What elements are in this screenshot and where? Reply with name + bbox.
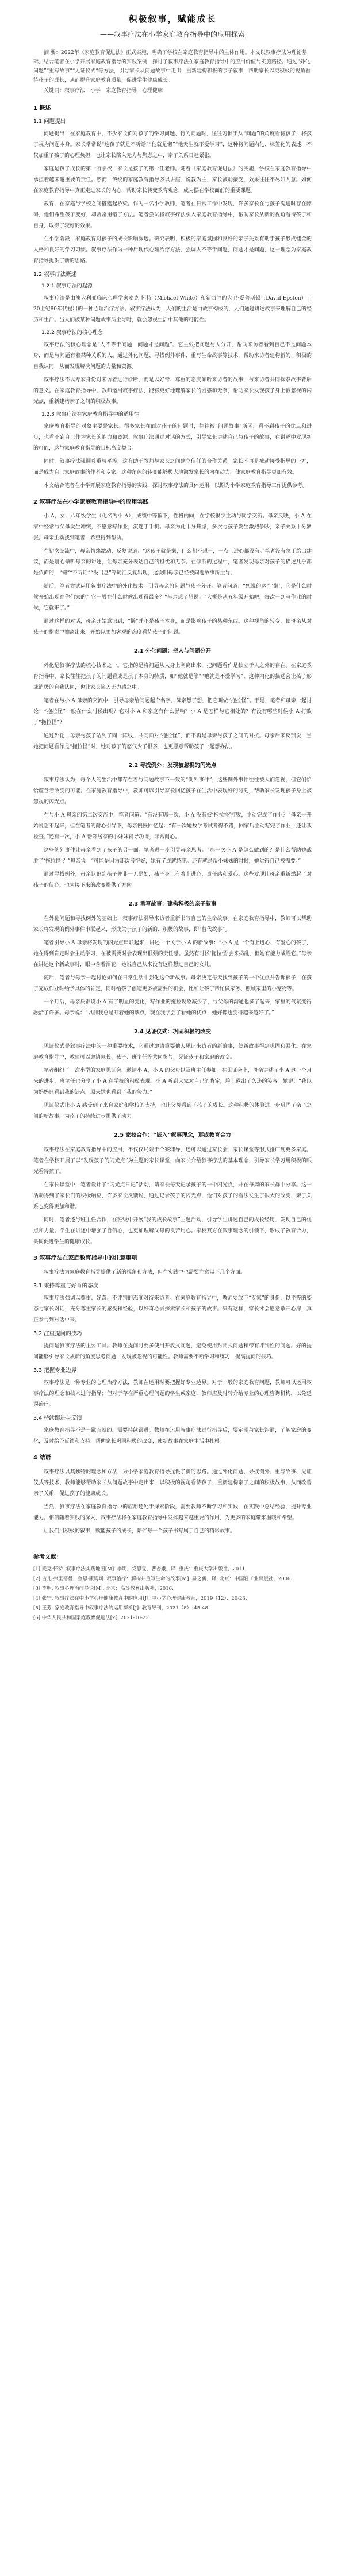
subheading: 2.2 寻找例外：发现被忽视的闪光点	[128, 762, 217, 769]
paragraph: 让我们用积极的叙事，赋能孩子的成长，陪伴每一个孩子书写属于自己的精彩故事。	[44, 1528, 236, 1534]
section-heading: 1 概述	[33, 105, 51, 112]
section-s4	[33, 1453, 312, 1537]
paragraph: 笔者组织了一次小型的家庭见证会，邀请小 A、小 A 的父母以及班主任参加。在见证会上，母亲讲述了小 A 这一个月来的进步，班主任也分享了小 A 在学校的积极表现。小 A 听到大家对自己的肯定，脸上露出了久违的笑容。她说：“我以为妈妈只看到我的缺点，原来她也看到了我的努力。”	[33, 1068, 312, 1095]
paragraph: 随后，笔者尝试运用叙事疗法中的外化技术，引导母亲将问题与孩子分开。笔者问道：“您说的这个‘懒’，它是什么时候开始出现在你们家的？它一般在什么时候出现得最多？”母亲想了想说：“大概是从五年级开始吧，每次一到写作业的时候，它就来了。”	[33, 584, 312, 611]
paper-subtitle: ——叙事疗法在小学家庭教育指导中的应用探索	[99, 30, 245, 39]
body-sections	[33, 103, 312, 1537]
subheading: 1.2.2 叙事疗法的核心理念	[41, 330, 103, 336]
paragraph: 通过这样的对话，母亲开始意识到，“懒”并不是孩子本身，而是影响孩子的某种东西。这种视角的转变，使母亲从对孩子的指责中抽离出来，开始以更加客观的态度看待孩子的问题。	[33, 619, 312, 635]
paragraph: 通过外化，母亲与孩子站到了同一阵线，共同面对“拖拉怪”，而不再是母亲与孩子之间的对抗。母亲后来反馈说，当她把问题看作是“拖拉怪”时，她对孩子的怒气少了很多，也更愿意帮助孩子一起想办法。	[33, 733, 312, 750]
paragraph: 笔者引导小 A 母亲将发现的闪光点串联起来，讲述一个关于小 A 的新故事：“小 A 是一个有上进心、有爱心的孩子，她在得到肯定时会主动学习，在被需要时会表现出很强的责任感。虽然有时候‘拖拉怪’会来捣乱，但她有能力战胜它。”母亲在讲述这个新故事时，眼中含着泪花，她说自己从来没有这样想过自己的女儿。	[33, 940, 312, 968]
paragraph: 叙事疗法以其独特的理念和方法，为小学家庭教育指导提供了新的思路。通过外化问题、寻找例外、重写故事、见证仪式等技术，教师能够帮助家长从问题故事中走出来，以积极的视角看待孩子，重新建构亲子之间的积极故事，从而改善亲子关系，促进孩子的健康成长。	[33, 1469, 312, 1497]
title-block	[33, 13, 312, 39]
paragraph: 叙事疗法是一种专业的心理治疗方法，教师在运用时要把握好专业边界。对于一般的家庭教育问题，教师可以运用叙事疗法的理念和技术进行指导；但对于存在严重心理问题的学生或家庭，教师应及时转介给专业的心理咨询机构，以免延误治疗。	[33, 1380, 312, 1408]
subheading: 1.1 问题提出	[33, 118, 66, 125]
paragraph: 同时，叙事疗法强调尊重与平等，这有助于教师与家长之间建立信任的合作关系。家长不再是被动接受指导的一方，而是成为自己家庭故事的作者和专家，这种角色的转变能够极大地激发家长的内在动力，使家庭教育指导更加有效。	[33, 459, 312, 476]
paragraph: 提问是叙事疗法的主要工具。教师在提问时要多使用开放式问题，避免使用封闭式问题和带有评判性的问题。好的提问能够引导家长从新的角度思考问题，发现被忽视的可能性。教师需要不断学习和练习，提高提问的技巧。	[33, 1343, 312, 1360]
subheading: 1.2 叙事疗法概述	[33, 271, 77, 278]
paragraph: 家庭教育指导不是一蹴而就的，需要持续跟进。教师在运用叙事疗法进行指导后，要定期与家长沟通，了解家庭的变化，及时给予反馈和支持，帮助家长巩固积极的改变，使新故事在家庭生活中扎根。	[33, 1428, 312, 1444]
paragraph: 在与小 A 母亲的第二次交流中，笔者问道：“有没有哪一次，小 A 没有被‘拖拉怪’打败，主动完成了作业？”母亲一开始说想不起来，但在笔者的耐心引导下，母亲慢慢回忆起：“有一次她数学考试考得不错，回家后主动写完了作业，还让我检查。”还有一次，小 A 帮邻居家的小妹妹辅导功课，非常耐心。	[33, 812, 312, 840]
paragraph: 见证仪式是叙事疗法中的一种重要技术，它通过邀请重要他人见证来访者的新故事，使新故事得到巩固和强化。在家庭教育指导中，教师可以邀请家长、孩子、班主任等共同参与，见证孩子和家庭的改变。	[33, 1044, 312, 1060]
paragraph: 叙事疗法在家庭教育指导中的应用，不仅仅局限于个案辅导，还可以通过家长会、家长课堂等形式推广到更多家庭。笔者在学校开展了以“发现孩子的闪光点”为主题的家长课堂，向家长介绍叙事疗法的基本理念，引导家长学习用积极的眼光看待孩子。	[33, 1147, 312, 1175]
section-s1	[33, 103, 312, 492]
paragraph: 叙事疗法不以专家身份对来访者进行诊断，而是以好奇、尊重的态度倾听来访者的故事，与来访者共同探索故事背后的意义。在家庭教育指导中，教师运用叙事疗法，能够更好地理解家长的困惑和无奈，帮助家长发现孩子身上被忽视的闪光点，重新建构亲子之间的积极故事。	[33, 377, 312, 405]
paragraph: 叙事疗法强调以尊重、好奇、不评判的态度对待来访者。在家庭教育指导中，教师要放下“专家”的身份，以平等的姿态与家长对话，充分尊重家长的感受和经验，以好奇心去探索家长和孩子的故事。只有这样，家长才会愿意敞开心扉，真正参与到对话中来。	[33, 1295, 312, 1323]
reference-item: [3] 李明. 叙事心理治疗导论[M]. 北京：高等教育出版社，2016.	[33, 1586, 174, 1592]
subheading: 3.4 持续跟进与反馈	[33, 1415, 82, 1421]
paragraph: 叙事疗法的核心理念是“人不等于问题，问题才是问题”。它主张把问题与人分开，帮助来访者看到自己不是问题本身，而是与问题有着某种关系的人。通过外化问题、寻找例外事件、重写生命故事等技术，帮助来访者建构新的、积极的自我认同，从而发现解决问题的力量和资源。	[33, 342, 312, 370]
section-heading: 2 叙事疗法在小学家庭教育指导中的应用实践	[33, 499, 149, 505]
keywords: 关键词：叙事疗法 小学 家庭教育指导 心理健康	[44, 88, 163, 94]
paragraph: 见证仪式让小 A 感受到了来自家庭和学校的支持，也让父母看到了孩子的成长。这种积极的体验进一步巩固了亲子之间的新故事，为孩子的持续进步提供了动力。	[33, 1103, 312, 1120]
subheading: 2.3 重写故事：建构积极的亲子叙事	[128, 901, 217, 907]
paragraph: 叙事疗法认为，每个人的生活中都存在着与问题故事不一致的“例外事件”，这些例外事件往往被人们忽视，但它们恰恰蕴含着改变的可能。在家庭教育指导中，教师可以引导家长回忆孩子在生活中表现好的时刻，帮助家长发现孩子身上被忽视的闪光点。	[33, 777, 312, 805]
subheading: 1.2.3 叙事疗法在家庭教育指导中的适用性	[41, 412, 139, 417]
paragraph: 这些例外事件让母亲看到了孩子的另一面。笔者进一步引导母亲思考：“那一次小 A 是怎么做到的？是什么帮助她战胜了‘拖拉怪’？”母亲说：“可能是因为那次考得好，她有了成就感吧。还有就是帮小妹妹的时候，她觉得自己被需要。”	[33, 848, 312, 864]
paragraph: 同时，笔者还与班主任合作，在班级中开展“我的成长故事”主题活动，引导学生讲述自己的成长经历，发现自己的优点和力量。学生在讲述中增强了自信心，也更加理解父母的良苦用心。家校双方在叙事理念的引领下，形成了教育合力，共同促进学生的健康成长。	[33, 1217, 312, 1245]
paragraph: 家庭是孩子成长的第一所学校，家长是孩子的第一任老师。随着《家庭教育促进法》的实施，学校在家庭教育指导中承担着越来越重要的责任。然而，传统的家庭教育指导多以讲座、说教为主，家长被动接受，效果往往不尽如人意。如何在家庭教育指导中真正走进家长的内心，帮助家长转变教育观念，成为摆在学校面前的重要课题。	[33, 166, 312, 194]
subheading: 3.1 秉持尊重与好奇的态度	[33, 1283, 99, 1289]
subheading: 1.2.1 叙事疗法的起源	[41, 283, 93, 289]
paragraph: 随后，笔者与母亲一起讨论如何在日常生活中强化这个新故事。母亲决定每天找到孩子的一个优点并告诉孩子，在孩子完成作业时给予具体的肯定，同时给孩子创造更多被需要的机会，比如让孩子帮忙做家务、照顾家里的小宠物等。	[33, 975, 312, 992]
subheading: 2.5 家校合作：“嵌入”叙事理念，形成教育合力	[114, 1132, 231, 1138]
section-heading: 4 结语	[33, 1455, 51, 1461]
section-heading: 3 叙事疗法在家庭教育指导中的注意事项	[33, 1255, 137, 1262]
references-title: 参考文献：	[33, 1554, 62, 1561]
paragraph: 家庭教育指导的对象主要是家长。很多家长在面对孩子的问题时，往往被“问题故事”所困，看不到孩子的优点和进步，也看不到自己作为家长的能力和资源。叙事疗法通过对话的方式，引导家长讲述自己与孩子的故事，在讲述中发现新的可能，这与家庭教育指导的目标高度契合。	[33, 424, 312, 451]
subheading: 2.1 外化问题：把人与问题分开	[133, 648, 212, 654]
paragraph: 通过寻找例外，母亲认识到孩子并非一无是处，孩子身上有着上进心、责任感和爱心。这些发现让母亲重新燃起了对孩子的信心，也为接下来的改变提供了方向。	[33, 872, 312, 888]
paragraph: 叙事疗法是由澳大利亚临床心理学家麦克·怀特（Michael White）和新西兰的大卫·爱普斯顿（David Epston）于20世纪80年代提出的一种心理治疗方法。叙事疗法认为，人们的生活是由故事构成的，人们通过讲述故事来理解自己的经历和生活。当人们被某种问题故事所主导时，就会忽视生活中其他的可能性。	[33, 296, 312, 323]
paragraph: 叙事疗法为家庭教育指导提供了新的视角和方法，但在实践中也需要注意以下几个方面。	[44, 1270, 246, 1275]
paragraph: 外化是叙事疗法的核心技术之一。它指的是将问题从人身上剥离出来，把问题看作是独立于人之外的存在。在家庭教育指导中，家长往往把孩子的问题看成是孩子本身的特质，如“他就是笨”“她就是不爱学习”，这种内化的描述会让孩子形成消极的自我认同，也让家长陷入无力感之中。	[33, 663, 312, 691]
paragraph: 小 A，女，八年级学生（化名为小 A），成绩中等偏下，性格内向，在学校很少主动与同学交流。母亲反映，小 A 在家中经常与父母发生冲突，不愿意写作业，沉迷于手机。母亲为此十分焦虑，多次与孩子发生激烈争吵，亲子关系十分紧张。母亲主动找到笔者，希望得到帮助。	[33, 513, 312, 541]
abstract: 摘 要：2022年《家庭教育促进法》正式实施，明确了学校在家庭教育指导中的主体作用。本文以叙事疗法为理论基础，结合笔者在小学开展家庭教育指导的实践案例，探讨了叙事疗法在家庭教育指导中的应用价值与实施路径。通过“外化问题”“重写故事”“见证仪式”等方法，引导家长从问题故事中走出，重新建构积极的亲子叙事，帮助家长以更积极的视角看待孩子的成长，从而提升家庭教育质量，促进学生健康成长。	[33, 50, 311, 83]
paragraph: 一个月后，母亲反馈说小 A 有了明显的变化，写作业的拖拉现象减少了，与父母的沟通也多了起来，家里的气氛变得融洽了许多。母亲说：“以前我总是盯着她的缺点，现在我学会了看她的优点，她好像也变得越来越好了。”	[33, 999, 312, 1016]
paragraph: 在外化问题和寻找例外的基础上，叙事疗法引导来访者重新书写自己的生命故事。在家庭教育指导中，教师可以帮助家长将发现的例外事件串联起来，形成关于孩子的新的、积极的故事，即“替代故事”。	[33, 916, 312, 933]
section-s3	[33, 1254, 312, 1447]
paragraph: 在小学阶段，家庭教育对孩子的成长影响深远。研究表明，积极的家庭氛围和良好的亲子关系有助于孩子形成健全的人格和良好的学习习惯。叙事疗法作为一种后现代心理治疗方法，强调人不等于问题，问题才是问题，这一理念为家庭教育指导提供了新的思路。	[33, 236, 312, 264]
reference-item: [5] 王芳. 家庭教育指导中叙事疗法的运用探析[J]. 教育导刊，2021（8）：45-48.	[33, 1605, 210, 1611]
subheading: 2.4 见证仪式：巩固积极的改变	[133, 1029, 212, 1035]
references-list	[33, 1565, 312, 1623]
paper-title: 积极叙事，赋能成长	[128, 14, 217, 24]
reference-item: [1] 麦克·怀特. 叙事疗法实践地图[M]. 李明，党静雯，曹杏娥，译. 重庆：重庆大学出版社，2011.	[33, 1566, 247, 1572]
paragraph: 本文结合笔者在小学开展家庭教育指导的实践，探讨叙事疗法的具体运用，以期为小学家庭教育指导工作提供参考。	[44, 483, 308, 489]
paragraph: 问题提出：在家庭教育中，不少家长面对孩子的学习问题、行为问题时，往往习惯于从“问题”的角度看待孩子，将孩子视为问题本身。家长常常说“这孩子就是不听话”“他就是懒”“他天生就不爱学习”，这种将问题内化、标签化的表述，不仅加重了孩子的心理负担，也让家长陷入无力与焦虑之中，亲子关系日趋紧张。	[33, 131, 312, 159]
reference-item: [4] 张宁. 叙事疗法在中小学心理健康教育中的应用[J]. 中小学心理健康教育，2019（12）：20-23.	[33, 1596, 247, 1601]
paragraph: 教育，在家庭与学校之间搭建起桥梁。作为一名小学教师，笔者在日常工作中发现，许多家长在与孩子沟通时存在障碍，他们希望孩子变好，却常常用错了方法。笔者尝试将叙事疗法引入家庭教育指导中，帮助家长从新的视角看待孩子和自身，取得了较好的效果。	[33, 201, 312, 229]
subheading: 3.2 注重提问的技巧	[33, 1331, 82, 1337]
paragraph: 在初次交流中，母亲情绪激动，反复说道：“这孩子就是懒，什么都不想干，一点上进心都没有。”笔者没有急于给出建议，而是耐心倾听母亲的讲述，让母亲充分表达自己的担忧和无奈。在倾听的过程中，笔者发现母亲对孩子的描述几乎都是负面的，“懒”“不听话”“没出息”等词汇反复出现，这说明母亲已经被问题故事所主导。	[33, 549, 312, 576]
paragraph: 在家长课堂中，笔者设计了“闪光点日记”活动，请家长每天记录孩子的一个闪光点，并在每周的家长群中分享。这一活动得到了家长们的积极响应，许多家长反馈说，通过记录孩子的闪光点，他们对孩子的看法发生了很大的改变，亲子关系也变得更加和谐。	[33, 1182, 312, 1210]
paragraph: 当然，叙事疗法在家庭教育指导中的应用还处于探索阶段，需要教师不断学习和实践，在实践中总结经验，提升专业能力。相信随着实践的深入，叙事疗法将在家庭教育指导中发挥越来越重要的作用，为更多的家庭带来温暖和希望。	[33, 1504, 312, 1521]
reference-item: [2] 吉儿·弗里德曼，金恩·康姆斯. 叙事治疗：解构并重写生命的故事[M]. 易之新，译. 北京：中国轻工业出版社，2006.	[33, 1576, 293, 1582]
subheading: 3.3 把握专业边界	[33, 1367, 77, 1374]
section-s2	[33, 497, 312, 1248]
reference-item: [6] 中华人民共和国家庭教育促进法[Z]. 2021-10-23.	[33, 1615, 151, 1621]
paragraph: 笔者在与小 A 母亲的交流中，引导母亲给问题起个名字。母亲想了想，把它叫做“拖拉怪”。于是，笔者和母亲一起讨论：“拖拉怪”一般在什么时候出现？它对小 A 和家庭有什么影响？小 A 是怎样与它相处的？有没有哪些时候小 A 打败了“拖拉怪”？	[33, 698, 312, 726]
